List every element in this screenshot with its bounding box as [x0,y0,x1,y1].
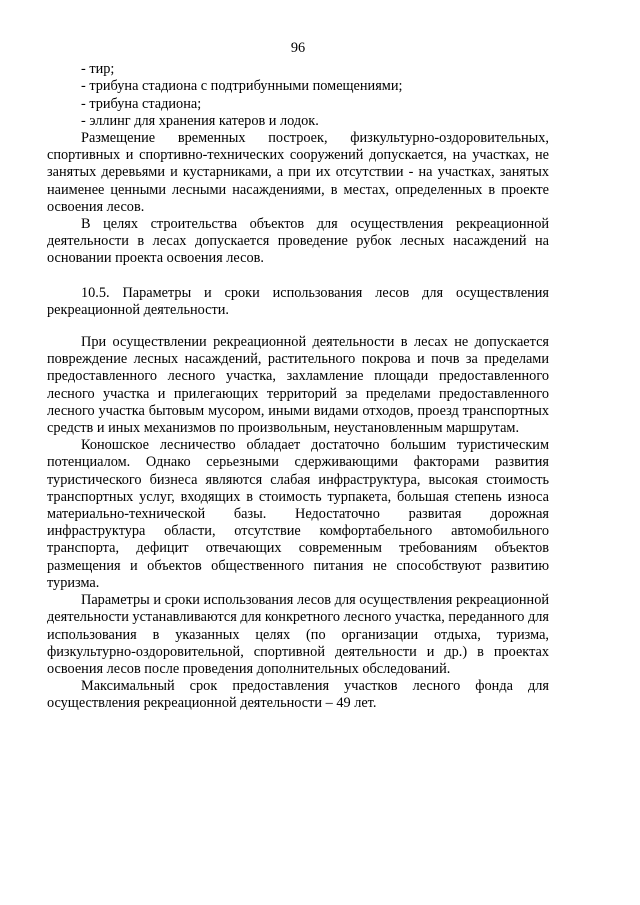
facility-list [47,61,549,130]
paragraph-max-term: Максимальный срок предоставления участков лесного фонда для осуществления рекреационной деятельности – 49 лет. [47,678,549,712]
list-item: - трибуна стадиона с подтрибунными помещениями; [81,78,403,95]
paragraph-temporary-buildings: Размещение временных построек, физкультурно-оздоровительных, спортивных и спортивно-технических сооружений допускается, на участках, не занятых деревьями и кустарниками, а при их отсутствии - на участках, занятых наименее ценными лесными насаждениями, в местах, определенных в проекте освоения лесов. [47,130,549,215]
document-page [47,40,549,713]
paragraph-construction-felling: В целях строительства объектов для осуществления рекреационной деятельности в лесах допускается проведение рубок лесных насаждений на основании проекта освоения лесов. [47,216,549,267]
list-item: - трибуна стадиона; [81,95,202,112]
spacer [47,268,549,285]
section-heading: 10.5. Параметры и сроки использования лесов для осуществления рекреационной деятельности. [47,284,549,318]
list-item: - тир; [81,61,115,78]
paragraph-tourism-potential: Коношское лесничество обладает достаточно большим туристическим потенциалом. Однако серьезными сдерживающими факторами развития туристического бизнеса являются слабая инфраструктура, высокая стоимость транспортных услуг, входящих в стоимость турпакета, большая степень износа материально-технической базы. Недостаточно развитая дорожная инфраструктура области, отсутствие комфортабельного автомобильного транспорта, дефицит отвечающих современным требованиям объектов размещения и объектов общественного питания не способствуют развитию туризма. [47,437,549,591]
paragraph-restrictions: При осуществлении рекреационной деятельности в лесах не допускается повреждение лесных насаждений, растительного покрова и почв за пределами предоставленного лесного участка, захламление площади предоставленного лесного участка и прилегающих территорий за пределами предоставленного лесного участка бытовым мусором, иными видами отходов, проезд транспортных средств и иных механизмов по произвольным, неустановленным маршрутам. [47,334,549,437]
list-item: - эллинг для хранения катеров и лодок. [81,112,319,129]
page-number: 96 [290,40,306,56]
paragraph-parameters: Параметры и сроки использования лесов для осуществления рекреационной деятельности устанавливаются для конкретного лесного участка, переданного для использования в указанных целях (по организации отдыха, туризма, физкультурно-оздоровительной, спортивной деятельности и др.) в проектах освоения лесов после проведения дополнительных обследований. [47,592,549,677]
spacer [47,319,549,334]
